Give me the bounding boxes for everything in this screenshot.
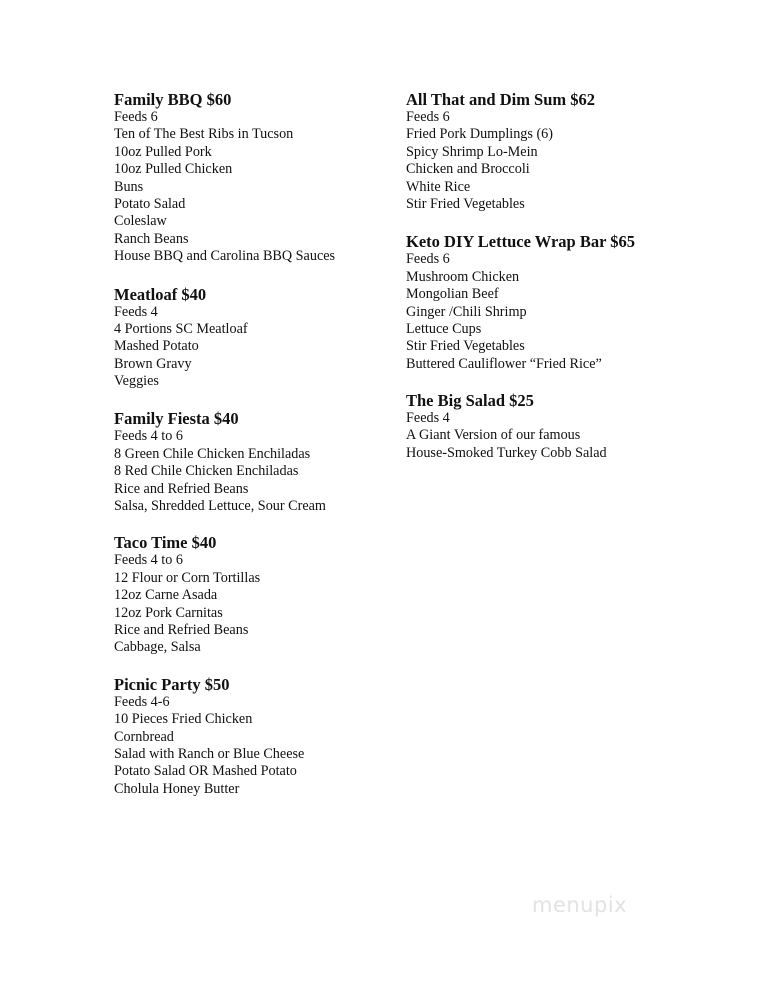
section-title: Meatloaf $40 bbox=[114, 284, 207, 304]
menu-item: Salad with Ranch or Blue Cheese bbox=[114, 745, 305, 762]
menu-section-big-salad bbox=[406, 391, 736, 462]
section-title: Family Fiesta $40 bbox=[114, 409, 239, 429]
section-items bbox=[406, 410, 736, 462]
menu-item: Ten of The Best Ribs in Tucson bbox=[114, 126, 294, 143]
menu-item: Fried Pork Dumplings (6) bbox=[406, 126, 553, 143]
section-items bbox=[406, 109, 736, 213]
menu-item: Potato Salad bbox=[114, 195, 186, 212]
section-title: Family BBQ $60 bbox=[114, 90, 232, 109]
menu-item: 12oz Carne Asada bbox=[114, 587, 218, 604]
section-title: Keto DIY Lettuce Wrap Bar $65 bbox=[406, 232, 635, 252]
menu-item: Feeds 6 bbox=[406, 109, 450, 125]
menu-item: Cornbread bbox=[114, 728, 174, 745]
menu-item: Potato Salad OR Mashed Potato bbox=[114, 763, 297, 780]
menu-item: Ginger /Chili Shrimp bbox=[406, 303, 527, 320]
menu-item: Feeds 4 to 6 bbox=[114, 428, 183, 445]
section-title: All That and Dim Sum $62 bbox=[406, 90, 596, 109]
menu-item: White Rice bbox=[406, 178, 471, 195]
section-items bbox=[406, 251, 736, 373]
menu-item: Veggies bbox=[114, 373, 159, 390]
menu-item: Feeds 4 bbox=[114, 303, 158, 320]
menu-item: Spicy Shrimp Lo-Mein bbox=[406, 143, 538, 160]
menu-section-dim-sum bbox=[406, 90, 736, 213]
menu-item: 12 Flour or Corn Tortillas bbox=[114, 569, 261, 586]
section-items bbox=[114, 552, 394, 656]
menu-item: 12oz Pork Carnitas bbox=[114, 604, 223, 621]
menu-item: Coleslaw bbox=[114, 213, 167, 230]
menu-section-picnic-party bbox=[114, 675, 394, 798]
section-title: Picnic Party $50 bbox=[114, 674, 230, 694]
menu-item: 10oz Pulled Chicken bbox=[114, 161, 233, 178]
menu-item: Feeds 6 bbox=[406, 251, 450, 268]
menu-item: 10oz Pulled Pork bbox=[114, 143, 212, 160]
menu-item: Feeds 4 bbox=[406, 410, 450, 427]
menu-item: Rice and Refried Beans bbox=[114, 621, 249, 638]
menu-section-keto-lettuce-wrap bbox=[406, 232, 736, 373]
menu-item: Feeds 4-6 bbox=[114, 693, 170, 710]
menu-item: Mashed Potato bbox=[114, 338, 199, 355]
menu-item: Mushroom Chicken bbox=[406, 268, 520, 285]
menu-item: Stir Fried Vegetables bbox=[406, 338, 525, 355]
menu-item: Rice and Refried Beans bbox=[114, 480, 249, 497]
section-items bbox=[114, 109, 394, 266]
menu-item: Buttered Cauliflower “Fried Rice” bbox=[406, 355, 602, 372]
menu-column-right bbox=[406, 90, 736, 480]
menu-item: Brown Gravy bbox=[114, 355, 192, 372]
menu-item: 10 Pieces Fried Chicken bbox=[114, 711, 253, 728]
menu-column-left bbox=[114, 90, 394, 816]
menu-item: Feeds 6 bbox=[114, 109, 158, 125]
menu-section-taco-time bbox=[114, 533, 394, 656]
menu-item: Ranch Beans bbox=[114, 230, 189, 247]
menu-item: Stir Fried Vegetables bbox=[406, 195, 525, 212]
menu-item: Cholula Honey Butter bbox=[114, 780, 240, 797]
menu-item: Salsa, Shredded Lettuce, Sour Cream bbox=[114, 498, 326, 515]
menupix-watermark: menupix bbox=[532, 893, 628, 917]
menu-section-family-bbq bbox=[114, 90, 394, 266]
menu-section-meatloaf bbox=[114, 285, 394, 391]
menu-item: 8 Green Chile Chicken Enchiladas bbox=[114, 445, 311, 462]
section-items bbox=[114, 694, 394, 798]
section-items bbox=[114, 304, 394, 391]
menu-item: Chicken and Broccoli bbox=[406, 161, 530, 178]
section-items bbox=[114, 428, 394, 515]
menu-item: Lettuce Cups bbox=[406, 320, 482, 337]
menu-item: Mongolian Beef bbox=[406, 286, 499, 303]
menu-item: House BBQ and Carolina BBQ Sauces bbox=[114, 248, 336, 265]
menu-item: A Giant Version of our famous bbox=[406, 427, 581, 444]
menu-item: 8 Red Chile Chicken Enchiladas bbox=[114, 463, 299, 480]
menu-item: Feeds 4 to 6 bbox=[114, 552, 183, 569]
section-title: The Big Salad $25 bbox=[406, 391, 534, 411]
menu-item: House-Smoked Turkey Cobb Salad bbox=[406, 444, 607, 461]
section-title: Taco Time $40 bbox=[114, 533, 217, 553]
menu-section-family-fiesta bbox=[114, 409, 394, 515]
menu-item: Cabbage, Salsa bbox=[114, 639, 201, 656]
menu-item: 4 Portions SC Meatloaf bbox=[114, 320, 248, 337]
menu-item: Buns bbox=[114, 178, 144, 195]
